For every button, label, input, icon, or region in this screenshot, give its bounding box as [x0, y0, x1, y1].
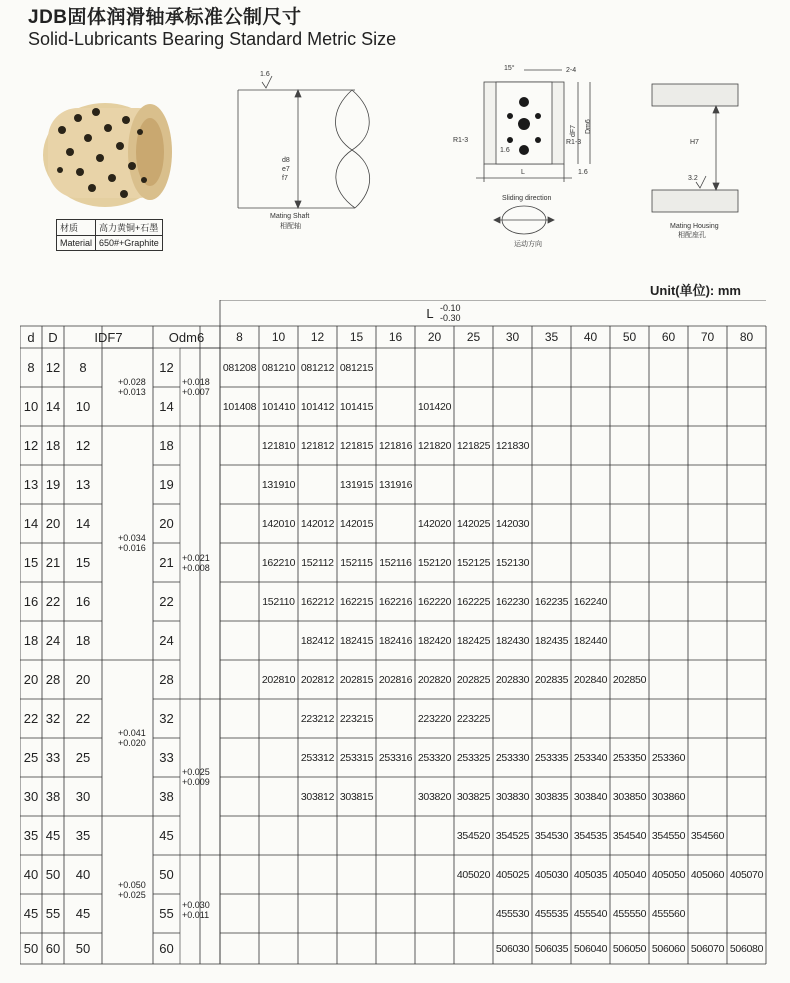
part-number-cell: 303812: [300, 790, 335, 803]
row-idf: 20: [75, 672, 91, 687]
part-number-cell: 202820: [417, 673, 452, 686]
row-d: 15: [23, 555, 39, 570]
row-D: 55: [45, 906, 61, 921]
part-number-cell: 182416: [378, 634, 413, 647]
part-number-cell: 101408: [222, 400, 257, 413]
row-odm: 32: [159, 711, 174, 726]
part-number-cell: 253350: [612, 751, 647, 764]
part-number-cell: 506060: [651, 942, 686, 955]
part-number-cell: 253360: [651, 751, 686, 764]
part-number-cell: 182415: [339, 634, 374, 647]
part-number-cell: 101412: [300, 400, 335, 413]
row-d: 12: [23, 438, 39, 453]
part-number-cell: 152110: [262, 595, 295, 608]
part-number-cell: 081210: [261, 361, 296, 374]
length-tolerance: [440, 303, 461, 323]
row-d: 14: [23, 516, 39, 531]
mating-shaft-drawing: [238, 76, 370, 208]
row-odm: 14: [159, 399, 174, 414]
idf-tolerance-lower: +0.013: [118, 387, 146, 397]
shaft-fit-f7: f7: [282, 175, 288, 182]
row-D: 24: [45, 633, 61, 648]
length-header-70: 70: [700, 330, 715, 344]
row-idf: 10: [75, 399, 91, 414]
row-idf: 13: [75, 477, 91, 492]
material-label-cn: 材质: [57, 220, 96, 236]
part-number-cell: 131910: [261, 478, 296, 491]
housing-roughness: 3.2: [688, 175, 698, 182]
row-D: 22: [45, 594, 61, 609]
part-number-cell: 455560: [651, 907, 686, 920]
part-number-cell: 223220: [417, 712, 452, 725]
shaft-caption-en: Mating Shaft: [270, 213, 310, 220]
part-number-cell: 202810: [261, 673, 296, 686]
row-idf: 15: [75, 555, 91, 570]
part-number-cell: 202825: [456, 673, 491, 686]
idf-tolerance-upper: +0.041: [118, 728, 146, 738]
row-D: 38: [45, 789, 61, 804]
part-number-cell: 152125: [456, 556, 491, 569]
row-D: 50: [45, 867, 61, 882]
part-number-cell: 142015: [339, 517, 374, 530]
part-number-cell: 162212: [300, 595, 335, 608]
row-idf: 18: [75, 633, 91, 648]
part-number-cell: 101420: [417, 400, 452, 413]
housing-fit: H7: [690, 139, 699, 146]
part-number-cell: 455535: [534, 907, 569, 920]
header-D: D: [48, 329, 58, 345]
part-number-cell: 121820: [417, 439, 452, 452]
row-d: 35: [23, 828, 39, 843]
row-idf: 22: [75, 711, 91, 726]
part-number-cell: 253320: [417, 751, 452, 764]
part-number-cell: 081212: [300, 361, 335, 374]
shaft-roughness: 1.6: [260, 71, 270, 78]
rough-label-2: 1.6: [578, 169, 588, 176]
part-number-cell: 506035: [534, 942, 569, 955]
part-number-cell: 455540: [573, 907, 608, 920]
row-idf: 16: [75, 594, 91, 609]
part-number-cell: 354560: [690, 829, 725, 842]
length-header-35: 35: [544, 330, 559, 344]
row-d: 40: [23, 867, 39, 882]
length-header-80: 80: [739, 330, 754, 344]
part-number-cell: 182420: [417, 634, 452, 647]
row-odm: 28: [159, 672, 174, 687]
idf7-label: dF7: [570, 124, 577, 137]
row-odm: 12: [159, 360, 174, 375]
row-idf: 35: [75, 828, 91, 843]
part-number-cell: 303820: [417, 790, 452, 803]
part-number-cell: 223225: [456, 712, 491, 725]
idf-tolerance-lower: +0.025: [118, 890, 146, 900]
part-number-cell: 506050: [612, 942, 647, 955]
page-title-en: Solid-Lubricants Bearing Standard Metric Size: [28, 29, 397, 49]
part-number-cell: 162216: [378, 595, 413, 608]
odm-tolerance: [182, 767, 220, 787]
idf-tolerance: [118, 377, 154, 397]
length-header-15: 15: [349, 330, 364, 344]
part-number-cell: 506070: [690, 942, 725, 955]
part-number-cell: 354530: [534, 829, 569, 842]
part-number-cell: 303815: [339, 790, 374, 803]
part-number-cell: 253330: [495, 751, 530, 764]
housing-caption-en: Mating Housing: [670, 223, 719, 230]
shaft-caption-cn: 相配轴: [280, 223, 301, 230]
part-number-cell: 253312: [300, 751, 335, 764]
sliding-direction-cn: 运动方向: [514, 241, 542, 248]
row-d: 16: [23, 594, 39, 609]
part-number-cell: 152120: [417, 556, 452, 569]
row-d: 50: [23, 941, 39, 956]
idf-tolerance-lower: +0.020: [118, 738, 146, 748]
part-number-cell: 152115: [340, 556, 373, 569]
odm-tolerance-lower: +0.009: [182, 777, 210, 787]
row-idf: 30: [75, 789, 91, 804]
size-table: [20, 300, 780, 975]
unit-label: Unit(单位): mm: [650, 283, 741, 298]
length-tol-lower: -0.30: [440, 313, 461, 323]
sliding-arrows: [494, 206, 554, 234]
part-number-cell: 131916: [378, 478, 413, 491]
row-D: 19: [45, 477, 61, 492]
part-number-cell: 081215: [339, 361, 374, 374]
part-number-cell: 405050: [651, 868, 686, 881]
part-number-cell: 354535: [573, 829, 608, 842]
odm-tolerance-lower: +0.011: [182, 909, 210, 920]
row-D: 21: [45, 555, 61, 570]
part-number-cell: 202850: [612, 673, 647, 686]
row-d: 13: [23, 477, 39, 492]
part-number-cell: 354550: [651, 829, 686, 842]
part-number-cell: 253316: [378, 751, 413, 764]
row-odm: 22: [159, 594, 174, 609]
part-number-cell: 121816: [378, 439, 413, 452]
odm-tolerance-lower: +0.007: [182, 387, 210, 397]
part-number-cell: 152130: [495, 556, 530, 569]
part-number-cell: 202815: [339, 673, 374, 686]
part-number-cell: 303825: [456, 790, 491, 803]
row-odm: 20: [159, 516, 174, 531]
part-number-cell: 182430: [495, 634, 530, 647]
row-odm: 45: [159, 828, 174, 843]
material-value-cn: 高力黄铜+石墨: [96, 220, 163, 236]
idf-tolerance: [118, 728, 154, 748]
part-number-cell: 142010: [261, 517, 296, 530]
dm6-label: Dm6: [585, 119, 592, 134]
part-number-cell: 506080: [729, 942, 764, 955]
row-d: 22: [23, 711, 39, 726]
part-number-cell: 162225: [456, 595, 491, 608]
odm-tolerance: [182, 377, 220, 397]
row-odm: 21: [159, 555, 174, 570]
length-header-25: 25: [466, 330, 481, 344]
housing-caption-cn: 相配座孔: [678, 232, 706, 239]
length-header-40: 40: [583, 330, 598, 344]
part-number-cell: 455530: [495, 907, 530, 920]
page-title-cn: JDB固体润滑轴承标准公制尺寸: [28, 7, 302, 28]
row-idf: 25: [75, 750, 91, 765]
row-d: 30: [23, 789, 39, 804]
material-label-en: Material: [57, 236, 96, 251]
row-d: 18: [23, 633, 39, 648]
part-number-cell: 162210: [261, 556, 296, 569]
part-number-cell: 202830: [495, 673, 530, 686]
r-right-label: R1-3: [566, 139, 582, 146]
shaft-fit-e7: e7: [282, 166, 290, 173]
part-number-cell: 121812: [300, 439, 335, 452]
row-idf: 45: [75, 906, 91, 921]
part-number-cell: 182435: [534, 634, 569, 647]
row-idf: 40: [75, 867, 91, 882]
part-number-cell: 405020: [456, 868, 491, 881]
part-number-cell: 455550: [612, 907, 647, 920]
sliding-direction-en: Sliding direction: [502, 195, 552, 202]
row-D: 45: [45, 828, 61, 843]
part-number-cell: 506030: [495, 942, 530, 955]
bearing-photo: [43, 103, 172, 207]
idf-tolerance-upper: +0.028: [118, 377, 146, 387]
part-number-cell: 223212: [300, 712, 335, 725]
part-number-cell: 152112: [301, 556, 334, 569]
part-number-cell: 162215: [339, 595, 374, 608]
part-number-cell: 182440: [573, 634, 608, 647]
row-odm: 60: [159, 941, 174, 956]
part-number-cell: 101410: [261, 400, 296, 413]
part-number-cell: 303835: [534, 790, 569, 803]
part-number-cell: 303830: [495, 790, 530, 803]
row-d: 25: [23, 750, 39, 765]
idf-tolerance-lower: +0.016: [118, 543, 146, 553]
idf-tolerance-upper: +0.050: [118, 880, 146, 890]
groove-label: 2-4: [566, 67, 577, 74]
part-number-cell: 202812: [300, 673, 335, 686]
part-number-cell: 405040: [612, 868, 647, 881]
part-number-cell: 202840: [573, 673, 608, 686]
header-d: d: [27, 329, 35, 345]
row-D: 60: [45, 941, 61, 956]
row-odm: 33: [159, 750, 174, 765]
odm-tolerance: [182, 553, 220, 573]
part-number-cell: 506040: [573, 942, 608, 955]
part-number-cell: 182412: [300, 634, 335, 647]
length-header-20: 20: [427, 330, 442, 344]
part-number-cell: 253315: [339, 751, 374, 764]
row-d: 10: [23, 399, 39, 414]
mating-housing-drawing: [652, 84, 738, 212]
length-label: L: [521, 169, 525, 176]
part-number-cell: 121815: [339, 439, 374, 452]
part-number-cell: 354540: [612, 829, 647, 842]
part-number-cell: 121825: [456, 439, 491, 452]
part-number-cell: 405035: [573, 868, 608, 881]
odm-tolerance-lower: +0.008: [182, 562, 210, 573]
header-idf7: IDF7: [94, 329, 123, 345]
length-header-16: 16: [388, 330, 403, 344]
length-header-50: 50: [622, 330, 637, 344]
header-length: L: [426, 305, 434, 321]
row-d: 20: [23, 672, 39, 687]
part-number-cell: 101415: [339, 400, 374, 413]
header-odm6: Odm6: [168, 329, 205, 345]
row-D: 12: [45, 360, 61, 375]
row-D: 18: [45, 438, 61, 453]
odm-tolerance-upper: +0.025: [182, 767, 210, 777]
row-idf: 12: [75, 438, 91, 453]
material-table: [56, 219, 163, 251]
part-number-cell: 405030: [534, 868, 569, 881]
part-number-cell: 253325: [456, 751, 491, 764]
part-number-cell: 121810: [261, 439, 296, 452]
part-number-cell: 142020: [417, 517, 452, 530]
odm-tolerance-upper: +0.030: [182, 899, 210, 910]
part-number-cell: 121830: [495, 439, 530, 452]
row-odm: 55: [159, 906, 174, 921]
part-number-cell: 405025: [495, 868, 530, 881]
part-number-cell: 162230: [495, 595, 530, 608]
row-odm: 38: [159, 789, 174, 804]
row-odm: 19: [159, 477, 174, 492]
length-header-60: 60: [661, 330, 676, 344]
odm-tolerance-upper: +0.018: [182, 377, 210, 387]
part-number-cell: 202835: [534, 673, 569, 686]
idf-tolerance: [118, 533, 154, 553]
row-d: 8: [27, 360, 35, 375]
row-idf: 14: [75, 516, 91, 531]
part-number-cell: 131915: [339, 478, 374, 491]
part-number-cell: 253340: [573, 751, 608, 764]
part-number-cell: 303860: [651, 790, 686, 803]
part-number-cell: 142012: [300, 517, 335, 530]
idf-tolerance-upper: +0.034: [118, 533, 146, 543]
rough-label-1: 1.6: [500, 147, 510, 154]
length-header-8: 8: [236, 330, 243, 344]
material-value-en: 650#+Graphite: [96, 236, 163, 251]
part-number-cell: 081208: [222, 361, 257, 374]
part-number-cell: 182425: [456, 634, 491, 647]
row-d: 45: [23, 906, 39, 921]
row-idf: 50: [75, 941, 91, 956]
row-odm: 18: [159, 438, 174, 453]
row-idf: 8: [79, 360, 87, 375]
row-D: 28: [45, 672, 61, 687]
length-header-12: 12: [310, 330, 325, 344]
odm-tolerance-upper: +0.021: [182, 552, 210, 563]
part-number-cell: 202816: [378, 673, 413, 686]
length-header-10: 10: [271, 330, 286, 344]
part-number-cell: 405070: [729, 868, 764, 881]
length-tol-upper: -0.10: [440, 303, 461, 313]
idf-tolerance: [118, 880, 154, 900]
part-number-cell: 253335: [534, 751, 569, 764]
r-left-label: R1-3: [453, 137, 469, 144]
part-number-cell: 223215: [339, 712, 374, 725]
part-number-cell: 354525: [495, 829, 530, 842]
part-number-cell: 162220: [417, 595, 452, 608]
row-D: 33: [45, 750, 61, 765]
length-header-30: 30: [505, 330, 520, 344]
part-number-cell: 152116: [379, 556, 412, 569]
part-number-cell: 162240: [573, 595, 608, 608]
row-odm: 50: [159, 867, 174, 882]
part-number-cell: 303850: [612, 790, 647, 803]
part-number-cell: 142030: [495, 517, 530, 530]
row-D: 14: [45, 399, 61, 414]
odm-tolerance: [182, 900, 220, 920]
row-D: 32: [45, 711, 61, 726]
chamfer-label: 15°: [504, 65, 515, 72]
shaft-fit-d8: d8: [282, 157, 290, 164]
row-odm: 24: [159, 633, 174, 648]
part-number-cell: 162235: [534, 595, 569, 608]
part-number-cell: 405060: [690, 868, 725, 881]
part-number-cell: 303840: [573, 790, 608, 803]
part-number-cell: 354520: [456, 829, 491, 842]
part-number-cell: 142025: [456, 517, 491, 530]
row-D: 20: [45, 516, 61, 531]
